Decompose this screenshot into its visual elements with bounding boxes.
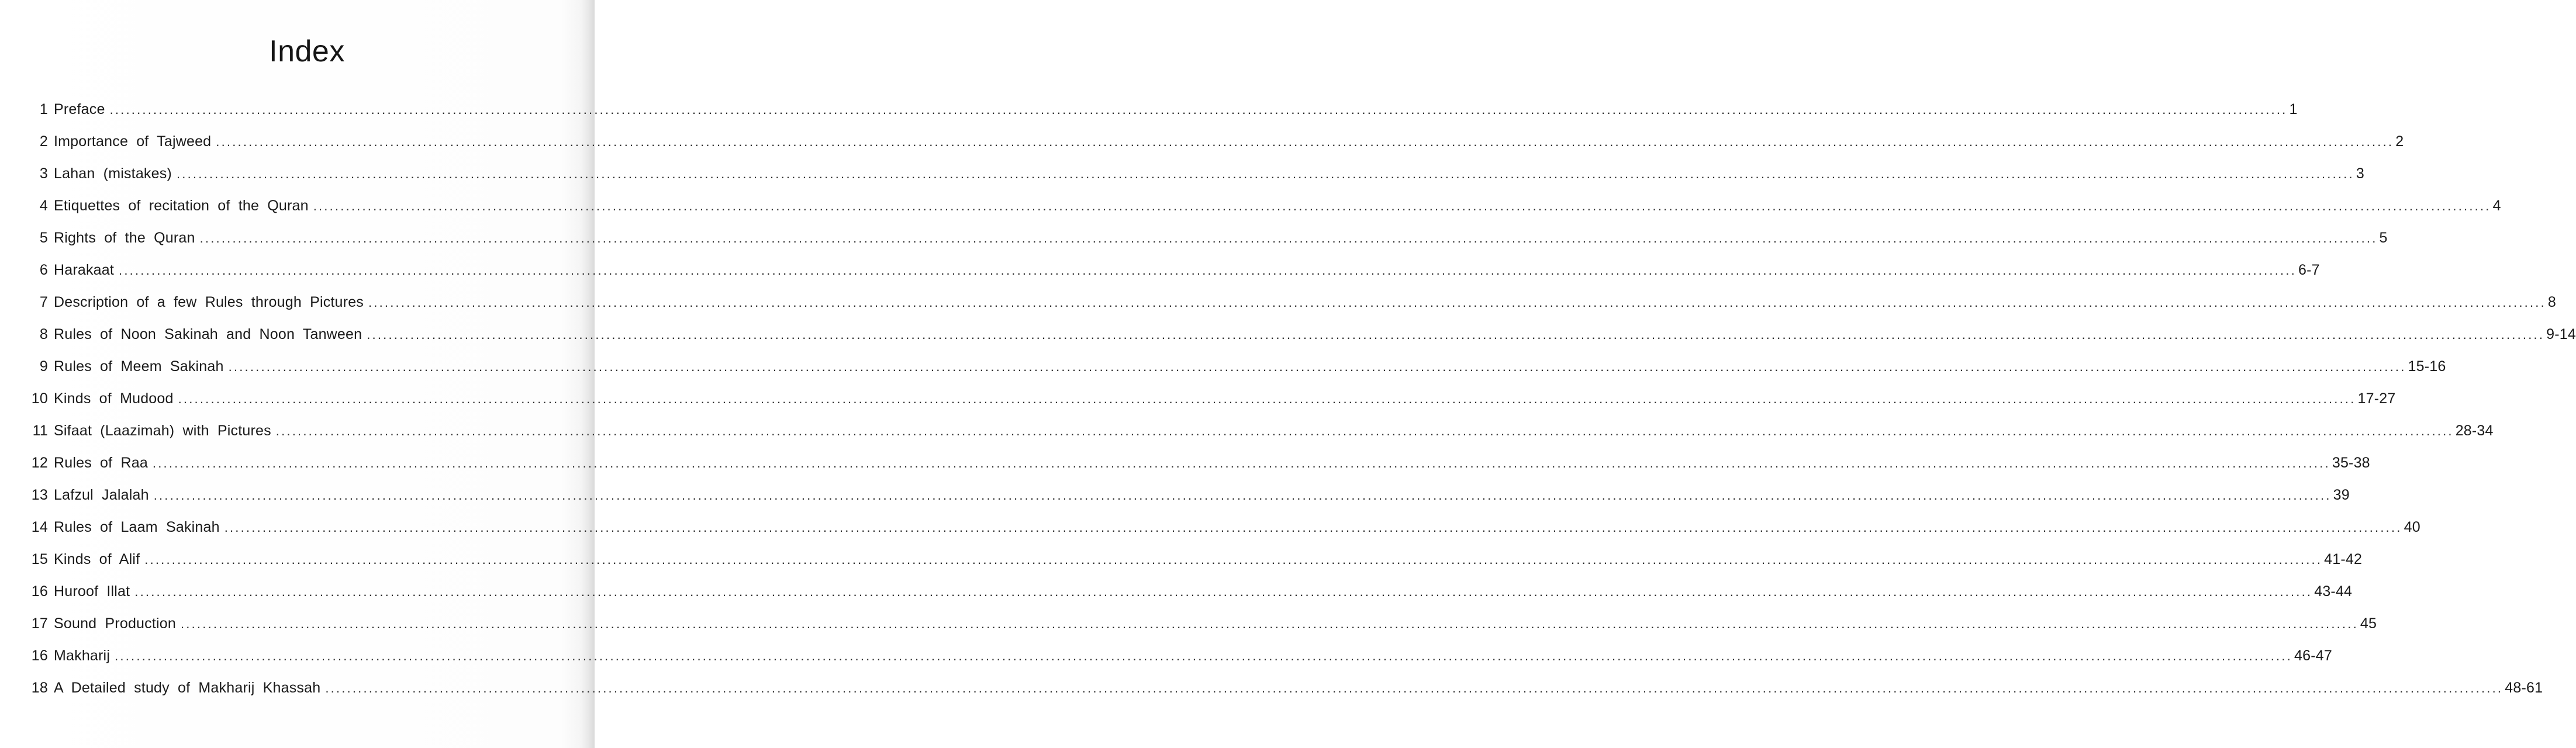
toc-entry <box>26 511 2420 543</box>
toc-entry-page: 28-34 <box>2455 423 2494 439</box>
toc-entry-title: Rules of Meem Sakinah <box>54 358 224 375</box>
toc-entry-title: Makharij <box>54 647 111 664</box>
toc-entry-title: Sound Production <box>54 615 176 632</box>
toc-entry <box>26 608 2377 640</box>
toc-entry-number: 12 <box>31 455 48 471</box>
dot-leader: ................................................................................................................................................................................................................................................................................................................................................................................................................ <box>115 649 2292 663</box>
dot-leader: ................................................................................................................................................................................................................................................................................................................................................................................................................ <box>144 552 2323 567</box>
toc-entry-title: Importance of Tajweed <box>54 133 212 150</box>
dot-leader: ................................................................................................................................................................................................................................................................................................................................................................................................................ <box>275 424 2454 438</box>
toc-entry <box>26 158 2364 190</box>
toc-entry-page: 8 <box>2547 294 2557 310</box>
page-title: Index <box>269 34 345 68</box>
toc-entry-number: 3 <box>39 165 48 182</box>
toc-entry-title: Lafzul Jalalah <box>54 487 149 503</box>
toc-entry-title: A Detailed study of Makharij Khassah <box>54 680 321 696</box>
dot-leader: ................................................................................................................................................................................................................................................................................................................................................................................................................ <box>176 167 2354 181</box>
toc-entry-title: Lahan (mistakes) <box>54 165 172 182</box>
toc-entry-number: 18 <box>31 680 48 696</box>
toc-entry-title: Rules of Noon Sakinah and Noon Tanween <box>54 326 362 342</box>
dot-leader: ................................................................................................................................................................................................................................................................................................................................................................................................................ <box>216 134 2394 149</box>
toc-entry-number: 7 <box>39 294 48 310</box>
toc-entry-number: 2 <box>39 133 48 150</box>
toc-entry-number: 6 <box>39 262 48 278</box>
toc-entry-number: 9 <box>39 358 48 375</box>
toc-entry <box>26 640 2332 672</box>
dot-leader: ................................................................................................................................................................................................................................................................................................................................................................................................................ <box>325 681 2504 695</box>
dot-leader: ................................................................................................................................................................................................................................................................................................................................................................................................................ <box>313 199 2491 213</box>
dot-leader: ................................................................................................................................................................................................................................................................................................................................................................................................................ <box>367 327 2545 342</box>
toc-entry <box>26 447 2370 479</box>
dot-leader: ................................................................................................................................................................................................................................................................................................................................................................................................................ <box>228 359 2406 374</box>
dot-leader: ................................................................................................................................................................................................................................................................................................................................................................................................................ <box>199 231 2378 245</box>
toc-entry-number: 13 <box>31 487 48 503</box>
toc-entry-number: 8 <box>39 326 48 342</box>
toc-entry-number: 4 <box>39 198 48 214</box>
toc-entry-number: 11 <box>32 423 48 439</box>
dot-leader: ................................................................................................................................................................................................................................................................................................................................................................................................................ <box>178 392 2356 406</box>
toc-entry <box>26 94 2298 126</box>
toc-entry-title: Sifaat (Laazimah) with Pictures <box>54 423 271 439</box>
toc-entry-page: 17-27 <box>2357 390 2396 407</box>
toc-entry-page: 48-61 <box>2505 680 2543 696</box>
toc-entry-title: Rules of Laam Sakinah <box>54 519 220 535</box>
toc-entry-page: 6-7 <box>2298 262 2320 278</box>
toc-entry-title: Harakaat <box>54 262 115 278</box>
dot-leader: ................................................................................................................................................................................................................................................................................................................................................................................................................ <box>119 263 2297 278</box>
toc-entry-page: 5 <box>2379 230 2388 246</box>
toc-entry-number: 14 <box>31 519 48 535</box>
toc-entry-title: Kinds of Mudood <box>54 390 174 407</box>
toc-entry <box>26 222 2388 254</box>
toc-entry-number: 16 <box>31 583 48 600</box>
toc-entry-page: 46-47 <box>2294 647 2332 664</box>
dot-leader: ................................................................................................................................................................................................................................................................................................................................................................................................................ <box>134 584 2313 599</box>
toc-entry <box>26 415 2494 447</box>
table-of-contents <box>26 94 2576 704</box>
toc-entry-page: 4 <box>2492 198 2501 214</box>
toc-entry-page: 45 <box>2360 615 2377 632</box>
toc-entry <box>26 479 2350 511</box>
toc-entry-title: Kinds of Alif <box>54 551 140 567</box>
toc-entry-title: Rules of Raa <box>54 455 148 471</box>
toc-entry <box>26 351 2446 383</box>
toc-entry <box>26 318 2576 351</box>
toc-entry-page: 39 <box>2333 487 2350 503</box>
toc-entry-page: 35-38 <box>2332 455 2370 471</box>
dot-leader: ................................................................................................................................................................................................................................................................................................................................................................................................................ <box>224 520 2402 535</box>
toc-entry-page: 41-42 <box>2324 551 2363 567</box>
toc-entry <box>26 254 2320 286</box>
toc-entry-title: Rights of the Quran <box>54 230 195 246</box>
toc-entry <box>26 383 2396 415</box>
toc-entry-number: 5 <box>39 230 48 246</box>
toc-entry <box>26 190 2501 222</box>
toc-entry-page: 43-44 <box>2314 583 2353 600</box>
toc-entry <box>26 126 2404 158</box>
toc-entry-page: 9-14 <box>2546 326 2576 342</box>
toc-entry-page: 40 <box>2404 519 2420 535</box>
toc-entry-page: 2 <box>2395 133 2404 150</box>
toc-entry-title: Preface <box>54 101 105 117</box>
toc-entry-number: 17 <box>31 615 48 632</box>
toc-entry-number: 16 <box>31 647 48 664</box>
toc-entry <box>26 286 2557 318</box>
toc-entry-number: 10 <box>31 390 48 407</box>
toc-entry <box>26 543 2363 576</box>
dot-leader: ................................................................................................................................................................................................................................................................................................................................................................................................................ <box>180 617 2359 631</box>
toc-entry-number: 15 <box>31 551 48 567</box>
dot-leader: ................................................................................................................................................................................................................................................................................................................................................................................................................ <box>153 488 2332 503</box>
dot-leader: ................................................................................................................................................................................................................................................................................................................................................................................................................ <box>368 295 2546 310</box>
toc-entry-title: Etiquettes of recitation of the Quran <box>54 198 309 214</box>
toc-entry-page: 3 <box>2356 165 2364 182</box>
toc-entry-number: 1 <box>39 101 48 117</box>
toc-entry-title: Huroof Illat <box>54 583 130 600</box>
toc-entry <box>26 576 2353 608</box>
toc-entry-page: 15-16 <box>2408 358 2446 375</box>
toc-entry-page: 1 <box>2289 101 2298 117</box>
dot-leader: ................................................................................................................................................................................................................................................................................................................................................................................................................ <box>109 102 2288 117</box>
toc-entry-title: Description of a few Rules through Pictures <box>54 294 364 310</box>
dot-leader: ................................................................................................................................................................................................................................................................................................................................................................................................................ <box>152 456 2330 470</box>
toc-entry <box>26 672 2543 704</box>
